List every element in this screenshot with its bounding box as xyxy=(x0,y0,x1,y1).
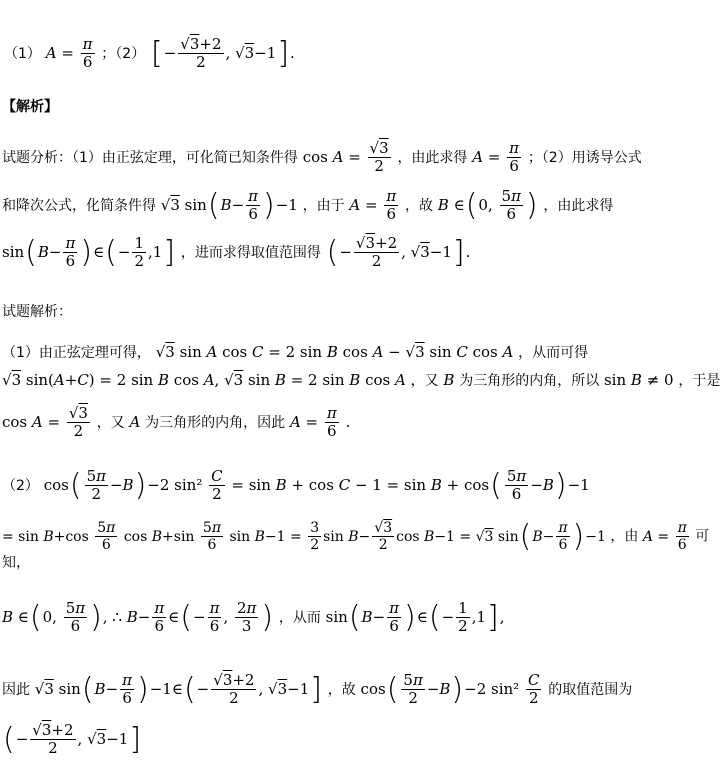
solution-line-1: （1）由正弦定理可得， √3 sin A cos C = 2 sin B cos A − √3 sin C cos A ，从而可得 xyxy=(2,343,589,361)
analysis-line-2: 和降次公式，化简条件得 √ 3 sin ( B − $\frac{\pi}{6}$ ) −1 ，由于 A = $\frac{\pi}{6}$ ，故 B ∈ ( 0, $\frac{5\pi}{6}$ ) ，由此求得 xyxy=(2,187,614,224)
solution-line-7: B ∈ ( 0, $\frac{5\pi}{6}$ ) , ∴ B − $\frac{\pi}{6}$ ∈ ( − $\frac{\pi}{6}$ , $\frac{2\pi}{3}$ ) ，从而 sin ( B − $\frac{\pi}{6}$ ) ∈ ( − $\frac{1}{2}$ ,1 ] , xyxy=(2,599,505,636)
solution-line-3: cos A = $\frac{√3}{2}$ ，又 A 为三角形的内角，因此 A = $\frac{\pi}{6}$ . xyxy=(2,404,351,441)
solution-line-9: ( − $\frac{√3+2}{2}$ , √ 3 −1 ] xyxy=(3,721,142,758)
section-heading: 【解析】 xyxy=(2,99,58,115)
analysis-line-3: sin ( B − $\frac{\pi}{6}$ ) ∈ ( − $\frac{1}{2}$ ,1 ] ，进而求得取值范围得 ( − $\frac{√3+2}{2}$ , √ 3 −1 ] . xyxy=(2,234,471,271)
answer-line: （1） A = $\frac{\pi}{6}$ ；（2） [ − $\frac{√3+2}{2}$ , √ 3 −1 ] . xyxy=(4,35,295,72)
solution-line-2: √3 sin(A+C) = 2 sin B cos A, √3 sin B = 2 sin B cos A ，又 B 为三角形的内角，所以 sin B ≠ 0 ，于是 xyxy=(2,371,720,389)
solution-line-6: 知， xyxy=(2,555,30,571)
analysis-line-1: 试题分析：（1）由正弦定理，可化简已知条件得 cos A = $\frac{√3}{2}$ ，由此求得 A = $\frac{\pi}{6}$ ；（2）用诱导公式 xyxy=(2,139,642,176)
solution-line-5: = sin B +cos $\frac{5\pi}{6}$ cos B +sin $\frac{5\pi}{6}$ sin B −1 = $\frac{3}{2}$ sin B − $\frac{√3}{2}$ cos B −1 = √ 3 sin ( B − $\frac{\pi}{6}$ ) −1 ，由 A = $\frac{\pi}{6}$ 可 xyxy=(2,519,710,555)
solution-heading: 试题解析： xyxy=(2,304,72,320)
solution-line-4: （2） cos ( $\frac{5\pi}{2}$ − B ) −2 sin² $\frac{C}{2}$ = sin B + cos C − 1 = sin B + cos ( $\frac{5\pi}{6}$ − B ) −1 xyxy=(2,467,590,504)
solution-line-8: 因此 √ 3 sin ( B − $\frac{\pi}{6}$ ) −1∈ ( − $\frac{√3+2}{2}$ , √ 3 −1 ] ，故 cos ( $\frac{5\pi}{2}$ − B ) −2 sin² $\frac{C}{2}$ 的取值范围为 xyxy=(2,671,633,708)
